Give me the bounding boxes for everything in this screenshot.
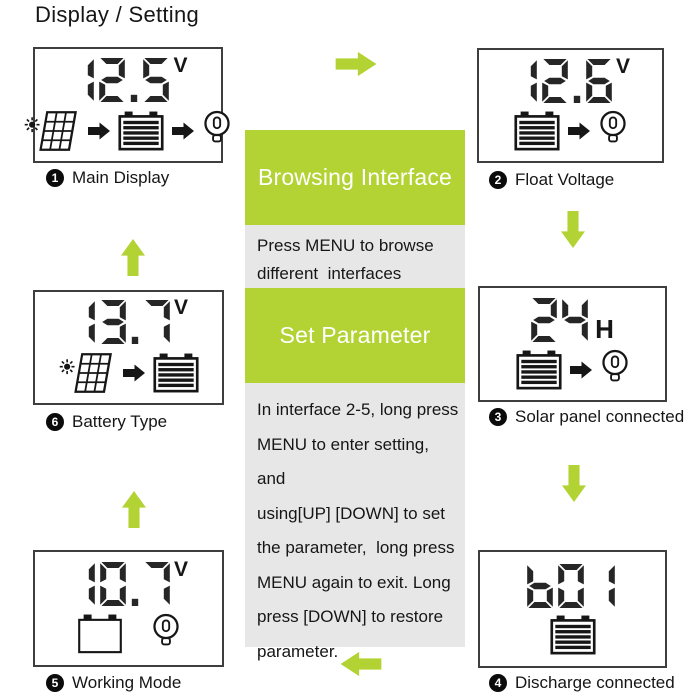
- lcd-unit-label: V: [615, 55, 630, 78]
- panel-label-text: Working Mode: [72, 673, 182, 692]
- battery-icon: [516, 350, 562, 390]
- panel-battery-type: [33, 290, 224, 405]
- lcd-unit-label: V: [173, 296, 188, 319]
- panel-label-working-mode: [46, 673, 181, 693]
- arrow-right-icon: [123, 364, 145, 382]
- panel-working-mode: [33, 550, 224, 667]
- lcd-readout: [531, 298, 614, 342]
- lcd-icon-row: [514, 110, 628, 152]
- description-line: MENU again to exit. Long: [257, 572, 451, 592]
- lcd-icon-row: [24, 109, 232, 153]
- flow-arrow-up-icon: [121, 491, 147, 528]
- seven-segment-value: [68, 58, 169, 102]
- battery-icon: [514, 111, 560, 151]
- lcd-icon-row: [59, 351, 199, 395]
- lcd-icon-row: [516, 349, 630, 391]
- panel-label-text: Float Voltage: [515, 170, 615, 189]
- step-number-badge: 1: [46, 169, 64, 187]
- description-line: different interfaces: [257, 264, 402, 283]
- lcd-icon-row: [77, 613, 181, 655]
- arrow-right-icon: [570, 361, 592, 379]
- step-number-badge: 5: [46, 674, 64, 692]
- seven-segment-value: [69, 562, 170, 606]
- seven-segment-value: [531, 298, 588, 342]
- step-number-badge: 3: [489, 408, 507, 426]
- battery-icon: [118, 111, 164, 151]
- flow-arrow-left-icon: [340, 651, 382, 677]
- lcd-icon-row: [550, 615, 596, 655]
- step-number-badge: 6: [46, 413, 64, 431]
- step-number-badge: 2: [489, 171, 507, 189]
- lcd-readout: [68, 53, 188, 102]
- description-line: the parameter, long press: [257, 538, 455, 557]
- arrow-right-icon: [568, 122, 590, 140]
- panel-float-voltage: [477, 48, 664, 163]
- lcd-readout: [527, 564, 619, 608]
- battery-icon: [550, 615, 596, 655]
- browsing-interface-header: Browsing Interface: [245, 130, 465, 225]
- panel-label-float-voltage: [489, 170, 614, 190]
- seven-segment-value: [527, 564, 615, 608]
- panel-discharge-connected: [478, 550, 667, 668]
- bulb-icon: [202, 110, 232, 152]
- description-line: Press MENU to browse: [257, 236, 434, 255]
- description-line: using[UP] [DOWN] to set: [257, 503, 445, 523]
- set-parameter-header: Set Parameter: [245, 288, 465, 383]
- panel-solar-connected: [478, 286, 667, 402]
- flow-arrow-down-icon: [560, 211, 586, 248]
- seven-segment-value: [511, 59, 612, 103]
- bulb-icon: [151, 613, 181, 655]
- flow-arrow-down-icon: [561, 465, 587, 502]
- panel-label-text: Main Display: [72, 168, 170, 187]
- battery-outline-icon: [77, 614, 123, 654]
- bulb-icon: [600, 349, 630, 391]
- bulb-icon: [598, 110, 628, 152]
- lcd-unit-label: V: [173, 558, 188, 581]
- panel-label-text: Battery Type: [72, 412, 168, 431]
- panel-label-solar-connected: [489, 407, 684, 427]
- description-line: parameter.: [257, 641, 339, 661]
- page-title: Display / Setting: [35, 2, 200, 27]
- step-number-badge: 4: [489, 674, 507, 692]
- description-line: In interface 2-5, long press: [257, 400, 459, 419]
- battery-icon: [153, 353, 199, 393]
- browsing-interface-description: [245, 225, 465, 288]
- lcd-readout: [69, 296, 188, 344]
- lcd-unit-label: H: [595, 313, 614, 344]
- panel-label-battery-type: [46, 412, 167, 432]
- flow-arrow-right-icon: [335, 51, 377, 77]
- lcd-readout: [511, 55, 630, 103]
- panel-label-discharge-connected: [489, 673, 675, 693]
- lcd-readout: [69, 558, 188, 606]
- panel-main-display: [33, 47, 223, 163]
- sun-solar-panel-icon: [24, 109, 80, 153]
- panel-label-main-display: [46, 168, 169, 188]
- panel-label-text: Discharge connected: [515, 673, 675, 692]
- description-line: press [DOWN] to restore: [257, 607, 444, 626]
- set-parameter-description: [245, 383, 465, 661]
- sun-solar-panel-icon: [59, 351, 115, 395]
- arrow-right-icon: [172, 122, 194, 140]
- arrow-right-icon: [88, 122, 110, 140]
- panel-label-text: Solar panel connected: [515, 407, 685, 426]
- lcd-unit-label: V: [173, 53, 188, 77]
- seven-segment-value: [69, 300, 170, 344]
- flow-arrow-up-icon: [120, 239, 146, 276]
- description-line: MENU to enter setting, and: [257, 434, 434, 488]
